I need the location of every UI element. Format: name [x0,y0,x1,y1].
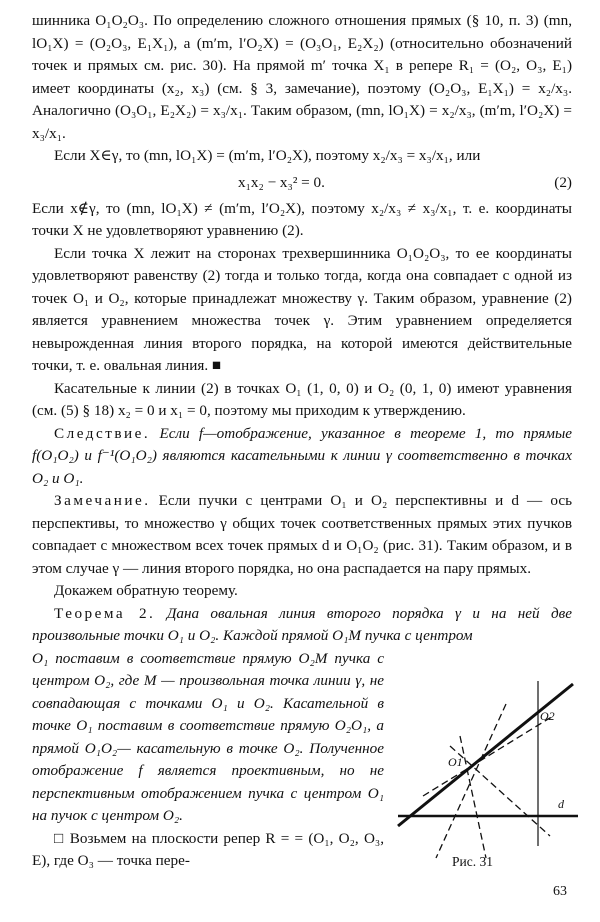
figure-label-o2: O2 [540,709,555,723]
corollary [32,423,572,491]
paragraph-3: Если x∉γ, то (mn, lO₁X) ≠ (m′m, l′O₂X), поэтому x₂/x₃ ≠ x₃/x₁, т. е. координаты точки X не удовлетворяют уравнению (2). [32,199,572,239]
remark [32,490,572,580]
theorem-2-body-a: Дана овальная линия второго порядка γ и на ней две произвольные точки O₁ и O₂. Каждой прямой O₁M пучка с центром [32,604,572,644]
paragraph-5: Касательные к линии (2) в точках O₁ (1, 0, 0) и O₂ (0, 1, 0) имеют уравнения (см. (5) § 18) x₂ = 0 и x₁ = 0, поэтому мы приходим к утверждению. [32,379,572,419]
figure-label-o1: O1 [448,755,463,769]
remark-heading: Замечание. [54,492,151,509]
remark-body: Если пучки с центрами O₁ и O₂ перспективны и d — ось перспективы, то множество γ общих точек соответственных прямых этих пучков совпадает с множеством всех точек прямых d и O₁O₂ (рис. 31). Таким образом, и в этом случае γ — линия второго порядка, но она распадается на пару прямых. [32,492,573,577]
corollary-heading: Следствие. [54,424,151,442]
figure-caption: Рис. 31 [452,854,493,869]
theorem-2-heading: Теорема 2. [54,604,156,622]
corollary-body: Если f—отображение, указанное в теореме 1, то прямые f(O₁O₂) и f⁻¹(O₁O₂) являются касательными к линии γ соответственно в точках O₂ и O₁. [32,424,573,487]
figure-31 [388,676,588,876]
figure-dashed-4 [423,716,553,796]
paragraph-8: Докажем обратную теорему. [54,582,238,599]
equation-2-number: (2) [554,173,572,191]
theorem-2-body-b: O₁ поставим в соответствие прямую O₂M пучка с центром O₂, где M — произвольная точка линии γ, не совпадающая с точками O₁ и O₂. Касательной в точке O₁ поставим в соответствие прямую O₂O₁, а прямой O₁O₂— касательную в точке O₂. Полученное отображение f является проективным, но не перспективным отображением пучка с центром O₁ на пучок с центром O₂. [32,649,384,824]
paragraph-10: □ Возьмем на плоскости репер R = = (O₁, O₂, O₃, E), где O₃ — точка пере- [32,829,384,869]
page-number: 63 [553,884,567,899]
equation-2-body: x₁x₂ − x₃² = 0. [238,173,325,191]
equation-2 [32,170,572,196]
theorem-2 [32,603,572,648]
paragraph-2: Если X∈γ, то (mn, lO₁X) = (m′m, l′O₂X), поэтому x₂/x₃ = x₃/x₁, или [54,147,481,164]
figure-label-d: d [558,797,564,811]
paragraph-1: шинника O₁O₂O₃. По определению сложного отношения прямых (§ 10, п. 3) (mn, lO₁X) = (O₂O₃, E₁X₁), а (m′m, l′O₂X) = (O₃O₁, E₂X₂) (относительно обозначений точек и прямых см. рис. 30). На прямой m′ точка X₁ в репере R₁ = (O₂, O₃, E₁) имеет координаты (x₂, x₃) (см. § 3, замечание), поэтому (O₂O₃, E₁X₁) = x₂/x₃. Аналогично (O₃O₁, E₂X₂) = x₃/x₁. Таким образом, (mn, lO₁X) = x₂/x₃, (m′m, l′O₂X) = x₃/x₁. [32,12,572,142]
paragraph-4: Если точка X лежит на сторонах трехвершинника O₁O₂O₃, то ее координаты удовлетворяют равенству (2) тогда и только тогда, когда она совпадает с одной из точек O₁ и O₂, которые принадлежат множеству γ. Таким образом, уравнение (2) является уравнением множества точек γ. Этим уравнением определяется невырожденная линия второго порядка, на которой имеются действительные точки, т. е. овальная линия. ■ [32,244,572,374]
figure-line-o1o2 [398,684,573,826]
